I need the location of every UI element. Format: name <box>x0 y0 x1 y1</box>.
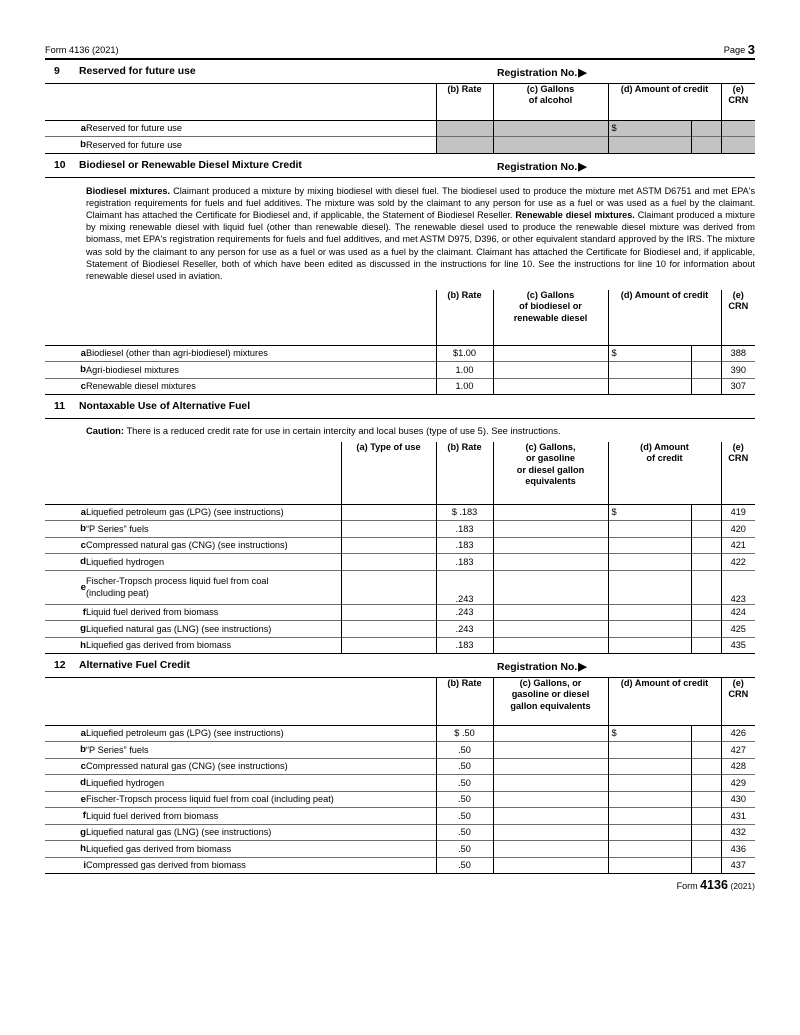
amount-of-credit-input[interactable] <box>608 621 691 638</box>
column-header-blank <box>86 290 436 345</box>
gallons-input[interactable] <box>493 378 608 395</box>
column-header: (e) CRN <box>721 84 755 120</box>
amount-cents-input[interactable] <box>691 604 721 621</box>
header-form-reference: Form 4136 (2021) <box>45 45 119 55</box>
line-title: Nontaxable Use of Alternative Fuel <box>79 401 251 413</box>
row-letter: b <box>45 742 86 759</box>
row-description: Liquefied gas derived from biomass <box>86 637 341 654</box>
gallons-input[interactable] <box>493 362 608 379</box>
crn-value: 430 <box>721 791 755 808</box>
table-header-row <box>45 442 755 504</box>
column-header: (c) Gallons, or gasoline or diesel gallon equivalents <box>493 442 608 504</box>
row-description: Reserved for future use <box>86 137 436 154</box>
table-row <box>45 791 755 808</box>
crn-value: 432 <box>721 824 755 841</box>
crn-value: 421 <box>721 537 755 554</box>
amount-cents-input[interactable] <box>691 637 721 654</box>
column-header: (e) CRN <box>721 678 755 725</box>
row-description: Compressed natural gas (CNG) (see instructions) <box>86 537 341 554</box>
amount-cents-input[interactable] <box>691 742 721 759</box>
gallons-input[interactable] <box>493 742 608 759</box>
amount-of-credit-input[interactable] <box>608 137 691 154</box>
amount-cents-input[interactable] <box>691 120 721 137</box>
amount-cents-input[interactable] <box>691 725 721 742</box>
table-row <box>45 378 755 395</box>
gallons-input[interactable] <box>493 824 608 841</box>
row-description: Biodiesel (other than agri-biodiesel) mixtures <box>86 345 436 362</box>
amount-of-credit-input[interactable] <box>608 120 691 137</box>
table-header-row <box>45 84 755 120</box>
crn-value: 436 <box>721 841 755 858</box>
line-12-table <box>45 678 755 874</box>
rate-value: $1.00 <box>436 345 493 362</box>
row-description: Fischer-Tropsch process liquid fuel from coal (including peat) <box>86 791 436 808</box>
amount-cents-input[interactable] <box>691 857 721 874</box>
type-of-use-input[interactable] <box>341 621 436 638</box>
page-number: 3 <box>747 42 755 57</box>
gallons-input[interactable] <box>493 537 608 554</box>
column-header: (c) Gallons of alcohol <box>493 84 608 120</box>
table-row <box>45 537 755 554</box>
crn-value: 426 <box>721 725 755 742</box>
registration-number-field[interactable] <box>497 66 587 79</box>
gallons-input[interactable] <box>493 345 608 362</box>
column-header-blank <box>86 678 436 725</box>
amount-cents-input[interactable] <box>691 554 721 571</box>
row-description: Compressed gas derived from biomass <box>86 857 436 874</box>
amount-of-credit-input[interactable] <box>608 742 691 759</box>
gallons-input[interactable] <box>493 637 608 654</box>
amount-cents-input[interactable] <box>691 570 721 604</box>
amount-cents-input[interactable] <box>691 345 721 362</box>
row-description: Liquefied natural gas (LNG) (see instructions) <box>86 824 436 841</box>
line-heading-11 <box>45 395 755 418</box>
table-row <box>45 137 755 154</box>
dollar-sign: $ <box>611 727 617 738</box>
column-header: (e) CRN <box>721 290 755 345</box>
row-description: Liquefied gas derived from biomass <box>86 841 436 858</box>
column-header: (a) Type of use <box>341 442 436 504</box>
footer-form-word: Form <box>676 881 698 892</box>
gallons-input[interactable] <box>493 808 608 825</box>
table-row <box>45 637 755 654</box>
form-footer <box>45 874 755 892</box>
table-row <box>45 758 755 775</box>
line-11-table <box>45 442 755 654</box>
row-description: Reserved for future use <box>86 120 436 137</box>
table-row <box>45 604 755 621</box>
amount-cents-input[interactable] <box>691 758 721 775</box>
registration-number-field[interactable] <box>497 160 587 173</box>
line-title: Alternative Fuel Credit <box>79 660 190 672</box>
dollar-sign: $ <box>611 506 617 517</box>
row-letter: d <box>45 554 86 571</box>
row-letter: b <box>45 521 86 538</box>
row-description: Liquid fuel derived from biomass <box>86 604 341 621</box>
row-letter: g <box>45 621 86 638</box>
row-letter: a <box>45 504 86 521</box>
amount-of-credit-input[interactable] <box>608 537 691 554</box>
amount-of-credit-input[interactable] <box>608 521 691 538</box>
running-header <box>45 44 755 58</box>
table-row <box>45 504 755 521</box>
crn-value: 427 <box>721 742 755 759</box>
crn-value: 420 <box>721 521 755 538</box>
amount-of-credit-input[interactable] <box>608 345 691 362</box>
rate-value: .243 <box>436 570 493 604</box>
column-header-blank <box>86 442 341 504</box>
row-description: “P Series” fuels <box>86 521 341 538</box>
line-title: Reserved for future use <box>79 66 196 77</box>
row-letter: e <box>45 570 86 604</box>
table-row <box>45 775 755 792</box>
crn-value: 422 <box>721 554 755 571</box>
rate-value: .243 <box>436 604 493 621</box>
column-header: (c) Gallons of biodiesel or renewable diesel <box>493 290 608 345</box>
amount-cents-input[interactable] <box>691 362 721 379</box>
table-row <box>45 841 755 858</box>
column-header: (d) Amount of credit <box>608 84 721 120</box>
amount-of-credit-input[interactable] <box>608 570 691 604</box>
column-header: (b) Rate <box>436 84 493 120</box>
amount-cents-input[interactable] <box>691 791 721 808</box>
gallons-input[interactable] <box>493 604 608 621</box>
rate-value: $ .183 <box>436 504 493 521</box>
line-title: Biodiesel or Renewable Diesel Mixture Credit <box>79 159 302 171</box>
rate-value: .50 <box>436 808 493 825</box>
column-header: (d) Amount of credit <box>608 290 721 345</box>
rate-value: $ .50 <box>436 725 493 742</box>
table-row <box>45 742 755 759</box>
line-number: 12 <box>54 660 66 672</box>
row-letter: a <box>45 120 86 137</box>
table-row <box>45 521 755 538</box>
rate-value: .50 <box>436 775 493 792</box>
row-description: Liquid fuel derived from biomass <box>86 808 436 825</box>
gallons-input[interactable] <box>493 857 608 874</box>
row-letter: b <box>45 362 86 379</box>
crn-value <box>721 120 755 137</box>
line-heading-12 <box>45 654 755 677</box>
table-row <box>45 824 755 841</box>
amount-cents-input[interactable] <box>691 504 721 521</box>
amount-of-credit-input[interactable] <box>608 841 691 858</box>
rate-value <box>436 120 493 137</box>
type-of-use-input[interactable] <box>341 637 436 654</box>
type-of-use-input[interactable] <box>341 504 436 521</box>
crn-value: 390 <box>721 362 755 379</box>
row-description: Fischer-Tropsch process liquid fuel from coal (including peat) <box>86 570 341 604</box>
footer-form-number: 4136 <box>700 878 728 893</box>
line-number: 9 <box>54 66 60 77</box>
row-description: Liquefied hydrogen <box>86 775 436 792</box>
amount-cents-input[interactable] <box>691 137 721 154</box>
crn-value: 428 <box>721 758 755 775</box>
amount-cents-input[interactable] <box>691 537 721 554</box>
column-header: (b) Rate <box>436 678 493 725</box>
row-letter: a <box>45 725 86 742</box>
rate-value: .183 <box>436 637 493 654</box>
table-row <box>45 808 755 825</box>
row-letter: d <box>45 775 86 792</box>
table-row <box>45 570 755 604</box>
table-row <box>45 554 755 571</box>
rate-value: .183 <box>436 537 493 554</box>
row-description: Renewable diesel mixtures <box>86 378 436 395</box>
arrow-right-icon: ▶ <box>578 160 587 173</box>
gallons-input[interactable] <box>493 725 608 742</box>
amount-of-credit-input[interactable] <box>608 362 691 379</box>
gallons-input[interactable] <box>493 521 608 538</box>
row-letter: e <box>45 791 86 808</box>
amount-of-credit-input[interactable] <box>608 775 691 792</box>
row-letter: c <box>45 758 86 775</box>
rate-value: .50 <box>436 758 493 775</box>
rate-value: 1.00 <box>436 362 493 379</box>
page-label: Page <box>723 45 746 55</box>
page-indicator <box>724 44 755 56</box>
crn-value: 425 <box>721 621 755 638</box>
row-letter: b <box>45 137 86 154</box>
rate-value: .50 <box>436 742 493 759</box>
amount-of-credit-input[interactable] <box>608 808 691 825</box>
column-header: (d) Amount of credit <box>608 442 721 504</box>
amount-of-credit-input[interactable] <box>608 504 691 521</box>
column-header-blank <box>86 84 436 120</box>
header-spacer <box>45 84 86 120</box>
row-letter: h <box>45 637 86 654</box>
rate-value <box>436 137 493 154</box>
amount-of-credit-input[interactable] <box>608 378 691 395</box>
table-row <box>45 345 755 362</box>
crn-value: 388 <box>721 345 755 362</box>
row-letter: f <box>45 604 86 621</box>
rate-value: .50 <box>436 841 493 858</box>
registration-number-label: Registration No. <box>497 161 578 173</box>
gallons-input[interactable] <box>493 758 608 775</box>
amount-cents-input[interactable] <box>691 824 721 841</box>
registration-number-label: Registration No. <box>497 662 578 674</box>
row-letter: h <box>45 841 86 858</box>
crn-value: 424 <box>721 604 755 621</box>
row-description: Liquefied hydrogen <box>86 554 341 571</box>
arrow-right-icon: ▶ <box>578 661 587 674</box>
section-rule <box>45 177 755 178</box>
amount-of-credit-input[interactable] <box>608 725 691 742</box>
row-description: Liquefied natural gas (LNG) (see instructions) <box>86 621 341 638</box>
table-row <box>45 621 755 638</box>
form-page <box>45 44 755 892</box>
amount-cents-input[interactable] <box>691 621 721 638</box>
amount-cents-input[interactable] <box>691 521 721 538</box>
crn-value: 431 <box>721 808 755 825</box>
crn-value: 423 <box>721 570 755 604</box>
registration-number-label: Registration No. <box>497 68 578 79</box>
rate-value: .50 <box>436 791 493 808</box>
arrow-right-icon: ▶ <box>578 67 587 79</box>
rate-value: .243 <box>436 621 493 638</box>
crn-value: 437 <box>721 857 755 874</box>
table-row <box>45 725 755 742</box>
type-of-use-input[interactable] <box>341 521 436 538</box>
table-header-row <box>45 290 755 345</box>
table-row <box>45 857 755 874</box>
rate-value: .50 <box>436 824 493 841</box>
type-of-use-input[interactable] <box>341 570 436 604</box>
amount-cents-input[interactable] <box>691 841 721 858</box>
dollar-sign: $ <box>611 347 617 358</box>
line-heading-9 <box>45 60 755 83</box>
line-heading-10 <box>45 154 755 177</box>
amount-of-credit-input[interactable] <box>608 554 691 571</box>
rate-value: .50 <box>436 857 493 874</box>
amount-of-credit-input[interactable] <box>608 604 691 621</box>
column-header: (e) CRN <box>721 442 755 504</box>
amount-cents-input[interactable] <box>691 808 721 825</box>
crn-value: 419 <box>721 504 755 521</box>
type-of-use-input[interactable] <box>341 537 436 554</box>
rate-value: 1.00 <box>436 378 493 395</box>
amount-cents-input[interactable] <box>691 378 721 395</box>
amount-cents-input[interactable] <box>691 775 721 792</box>
amount-of-credit-input[interactable] <box>608 637 691 654</box>
row-description: Compressed natural gas (CNG) (see instructions) <box>86 758 436 775</box>
line-number: 10 <box>54 159 66 171</box>
table-header-row <box>45 678 755 725</box>
crn-value: 435 <box>721 637 755 654</box>
line-9-table <box>45 84 755 154</box>
registration-number-field[interactable] <box>497 660 587 673</box>
header-spacer <box>45 290 86 345</box>
row-letter: c <box>45 537 86 554</box>
gallons-input[interactable] <box>493 554 608 571</box>
amount-of-credit-input[interactable] <box>608 791 691 808</box>
line-10-table <box>45 290 755 395</box>
row-description: “P Series” fuels <box>86 742 436 759</box>
column-header: (b) Rate <box>436 290 493 345</box>
gallons-input[interactable] <box>493 621 608 638</box>
rate-value: .183 <box>436 554 493 571</box>
table-row <box>45 120 755 137</box>
row-description: Agri-biodiesel mixtures <box>86 362 436 379</box>
gallons-input[interactable] <box>493 570 608 604</box>
column-header: (c) Gallons, or gasoline or diesel gallon equivalents <box>493 678 608 725</box>
dollar-sign: $ <box>611 122 617 133</box>
form-sections <box>45 60 755 874</box>
row-letter: c <box>45 378 86 395</box>
footer-year: (2021) <box>730 881 755 892</box>
caution-note: Caution: There is a reduced credit rate for use in certain intercity and local buses (type of use 5). See instructions. <box>86 425 561 437</box>
rate-value: .183 <box>436 521 493 538</box>
header-spacer <box>45 678 86 725</box>
gallons-input[interactable] <box>493 841 608 858</box>
gallons-input[interactable] <box>493 504 608 521</box>
crn-value: 307 <box>721 378 755 395</box>
row-letter: g <box>45 824 86 841</box>
crn-value: 429 <box>721 775 755 792</box>
row-description: Liquefied petroleum gas (LPG) (see instructions) <box>86 725 436 742</box>
row-description: Liquefied petroleum gas (LPG) (see instructions) <box>86 504 341 521</box>
instruction-paragraph: Biodiesel mixtures. Claimant produced a mixture by mixing biodiesel with diesel fuel. The biodiesel used to produce the mixture met ASTM D6751 and met EPA's registration requirements for fuels and fuel additives. The mixture was sold by the claimant to any person for use as a fuel or was used as a fuel by the claimant. Claimant has attached the Certificate for Biodiesel and, if applicable, the Statement of Biodiesel Reseller. Renewable diesel mixtures. Claimant produced a mixture by mixing renewable diesel with liquid fuel (other than renewable diesel). The renewable diesel used to produce the renewable diesel mixture was derived from biomass, met EPA's registration requirements for fuels and fuel additives, and met ASTM D975, D396, or other equivalent standard approved by the IRS. The mixture was sold by the claimant to any person for use as a fuel or was used as a fuel by the claimant. Claimant has attached the Certificate for Biodiesel and, if applicable, Statement of Biodiesel Reseller, both of which have been edited as discussed in the instructions for line 10. See the instructions for line 10 for information about renewable diesel used in aviation. <box>86 185 756 281</box>
column-header: (d) Amount of credit <box>608 678 721 725</box>
amount-of-credit-input[interactable] <box>608 758 691 775</box>
column-header: (b) Rate <box>436 442 493 504</box>
table-row <box>45 362 755 379</box>
amount-of-credit-input[interactable] <box>608 824 691 841</box>
gallons-input[interactable] <box>493 775 608 792</box>
line-number: 11 <box>54 401 65 413</box>
gallons-input[interactable] <box>493 120 608 137</box>
type-of-use-input[interactable] <box>341 604 436 621</box>
type-of-use-input[interactable] <box>341 554 436 571</box>
amount-of-credit-input[interactable] <box>608 857 691 874</box>
gallons-input[interactable] <box>493 791 608 808</box>
crn-value <box>721 137 755 154</box>
gallons-input[interactable] <box>493 137 608 154</box>
row-letter: f <box>45 808 86 825</box>
row-letter: a <box>45 345 86 362</box>
header-spacer <box>45 442 86 504</box>
row-letter: i <box>45 857 86 874</box>
